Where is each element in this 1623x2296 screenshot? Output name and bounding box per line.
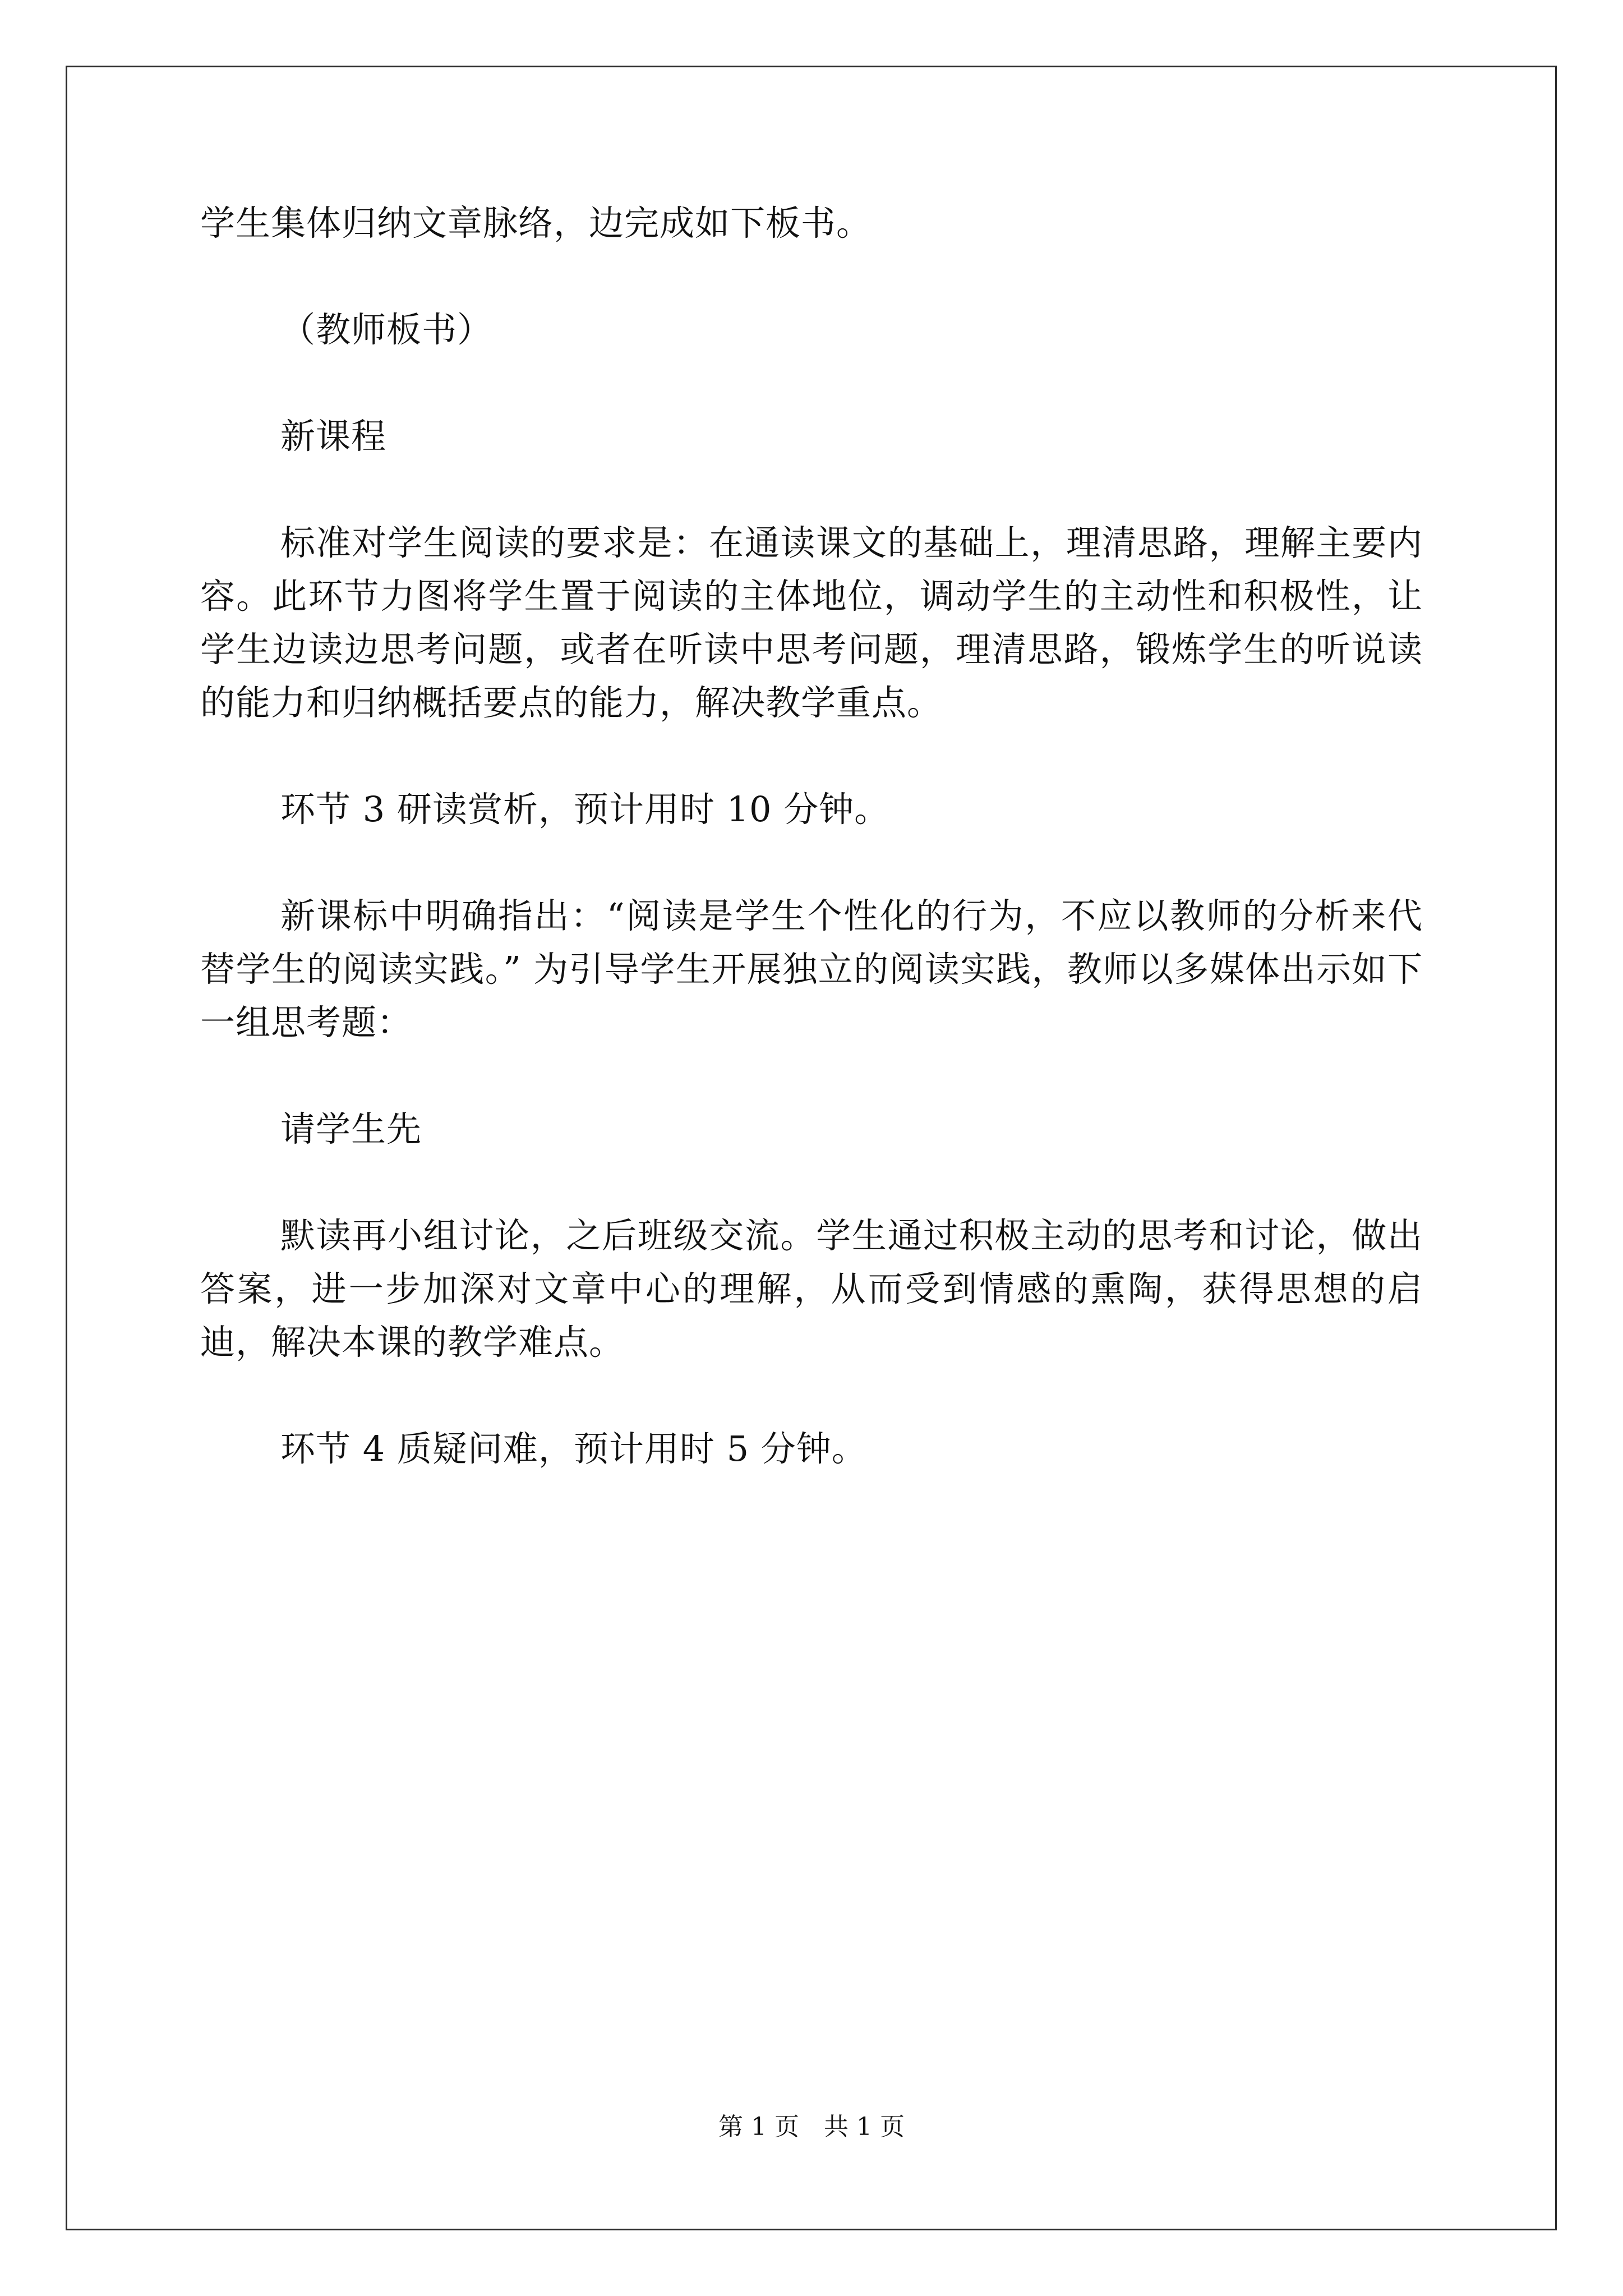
document-body: [200, 196, 1423, 1529]
paragraph-3: 新课程: [280, 416, 387, 457]
paragraph-4: 标准对学生阅读的要求是：在通读课文的基础上，理清思路，理解主要内容。此环节力图将学生置于阅读的主体地位，调动学生的主动性和积极性，让学生边读边思考问题，或者在听读中思考问题，理清思路，锻炼学生的听说读的能力和归纳概括要点的能力，解决教学重点。: [200, 522, 1423, 723]
paragraph-2: （教师板书）: [280, 309, 493, 350]
paragraph-9: 环节 4 质疑问难，预计用时 5 分钟。: [280, 1428, 867, 1469]
paragraph-1: 学生集体归纳文章脉络，边完成如下板书。: [200, 203, 872, 243]
paragraph-5: 环节 3 研读赏析，预计用时 10 分钟。: [280, 789, 890, 830]
paragraph-7: 请学生先: [280, 1108, 422, 1149]
paragraph-8: 默读再小组讨论，之后班级交流。学生通过积极主动的思考和讨论，做出答案，进一步加深对文章中心的理解，从而受到情感的熏陶，获得思想的启迪，解决本课的教学难点。: [200, 1215, 1423, 1363]
page-footer: 第 1 页 共 1 页: [718, 2113, 905, 2141]
paragraph-6: 新课标中明确指出：“阅读是学生个性化的行为，不应以教师的分析来代替学生的阅读实践。” 为引导学生开展独立的阅读实践，教师以多媒体出示如下一组思考题：: [200, 895, 1423, 1043]
